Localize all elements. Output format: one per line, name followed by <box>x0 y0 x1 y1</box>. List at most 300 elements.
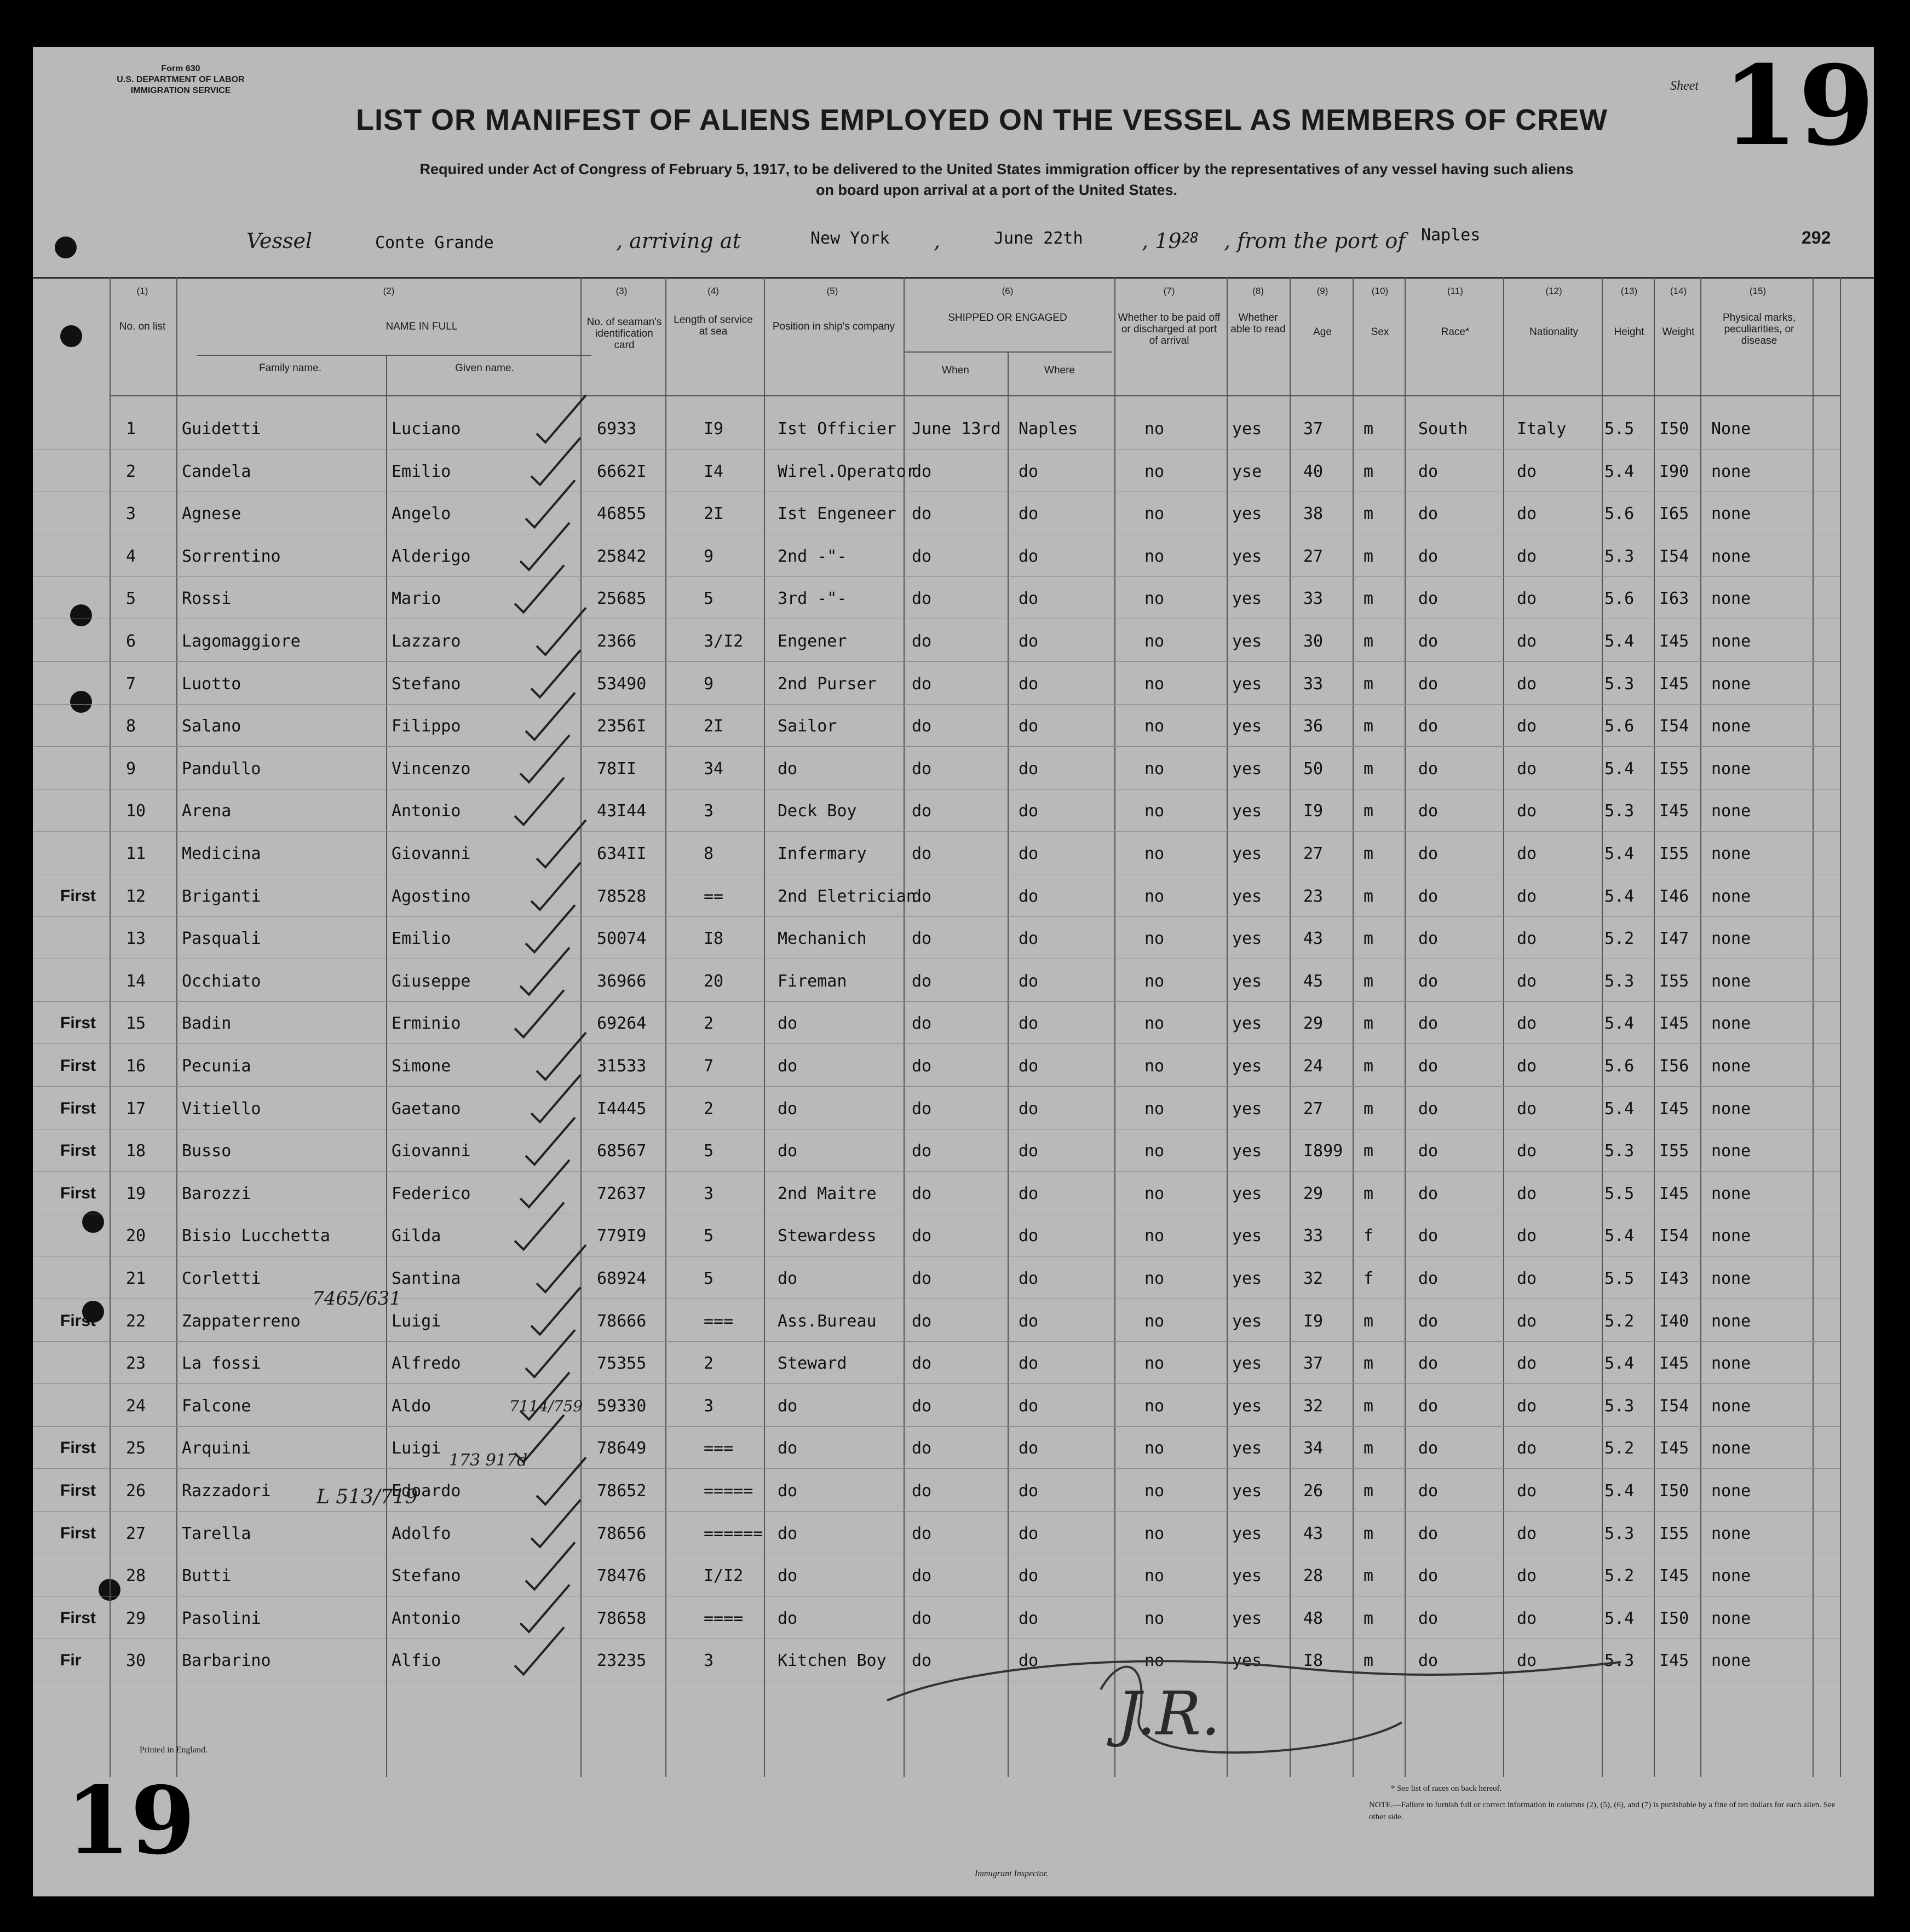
crew-no-cell: 25 <box>126 1439 146 1458</box>
crew-nationality-cell: do <box>1517 632 1537 651</box>
crew-where-cell: do <box>1019 462 1039 481</box>
colnum-8: (8) <box>1252 286 1264 296</box>
crew-marks-cell: none <box>1711 504 1751 524</box>
crew-position-cell: Stewardess <box>778 1226 877 1246</box>
crew-no-cell: 9 <box>126 759 136 778</box>
check-mark <box>531 1500 580 1547</box>
crew-sex-cell: m <box>1364 1057 1374 1076</box>
crew-service-cell: 3 <box>704 801 714 821</box>
crew-age-cell: 27 <box>1303 546 1324 566</box>
crew-given-cell: Federico <box>392 1184 471 1203</box>
sheet-number: 19 <box>1722 42 1875 170</box>
crew-given-cell: Alfredo <box>392 1354 461 1374</box>
crew-service-cell: 2 <box>704 1099 714 1118</box>
crew-family-cell: Pandullo <box>182 759 261 778</box>
crew-when-cell: do <box>912 1141 932 1161</box>
crew-given-cell: Giuseppe <box>392 971 471 991</box>
crew-weight-cell: I45 <box>1659 1354 1689 1374</box>
crew-position-cell: Mechanich <box>778 929 867 949</box>
crew-position-cell: do <box>778 1396 798 1416</box>
crew-family-cell: Butti <box>182 1566 232 1586</box>
crew-where-cell: do <box>1019 589 1039 609</box>
crew-age-cell: 26 <box>1303 1481 1324 1501</box>
crew-card-cell: 78658 <box>597 1608 647 1628</box>
crew-margin-cell: First <box>60 1608 96 1627</box>
colnum-4: (4) <box>707 286 719 296</box>
crew-height-cell: 5.2 <box>1604 1566 1635 1586</box>
crew-no-cell: 2 <box>126 462 136 481</box>
check-mark <box>531 650 580 697</box>
crew-service-cell: == <box>704 886 724 906</box>
header-height: Height <box>1614 326 1644 338</box>
crew-marks-cell: none <box>1711 1226 1751 1246</box>
crew-where-cell: do <box>1019 1651 1039 1671</box>
crew-paid-cell: no <box>1144 1481 1165 1501</box>
crew-race-cell: do <box>1418 759 1439 778</box>
crew-nationality-cell: do <box>1517 1354 1537 1374</box>
crew-age-cell: 45 <box>1303 971 1324 991</box>
departure-port: Naples <box>1421 226 1481 245</box>
crew-read-cell: yes <box>1232 1014 1262 1034</box>
crew-marks-cell: none <box>1711 1014 1751 1034</box>
crew-no-cell: 23 <box>126 1354 146 1374</box>
crew-read-cell: yes <box>1232 504 1262 524</box>
crew-sex-cell: m <box>1364 971 1374 991</box>
crew-position-cell: Kitchen Boy <box>778 1651 887 1671</box>
crew-weight-cell: I45 <box>1659 674 1689 694</box>
crew-race-cell: do <box>1418 1057 1439 1076</box>
check-mark <box>520 735 569 782</box>
crew-where-cell: do <box>1019 546 1039 566</box>
check-mark <box>537 1033 586 1080</box>
crew-card-cell: 2356I <box>597 717 647 736</box>
colnum-9: (9) <box>1316 286 1328 296</box>
crew-marks-cell: none <box>1711 1566 1751 1586</box>
crew-position-cell: Infermary <box>778 844 867 863</box>
crew-when-cell: do <box>912 844 932 863</box>
crew-no-cell: 26 <box>126 1481 146 1501</box>
annotation-row-25: 173 917d <box>449 1451 528 1470</box>
crew-when-cell: do <box>912 1311 932 1331</box>
crew-margin-cell: First <box>60 1524 96 1542</box>
crew-read-cell: yes <box>1232 632 1262 651</box>
header-physical-marks: Physical marks, peculiarities, or disease <box>1722 312 1796 347</box>
crew-age-cell: 33 <box>1303 589 1324 609</box>
crew-read-cell: yes <box>1232 844 1262 863</box>
crew-no-cell: 30 <box>126 1651 146 1671</box>
check-mark <box>531 438 580 485</box>
crew-sex-cell: m <box>1364 1311 1374 1331</box>
crew-race-cell: do <box>1418 1014 1439 1034</box>
header-age: Age <box>1313 326 1332 338</box>
crew-family-cell: Badin <box>182 1014 232 1034</box>
crew-given-cell: Filippo <box>392 717 461 736</box>
crew-where-cell: do <box>1019 717 1039 736</box>
check-mark <box>515 990 564 1037</box>
crew-paid-cell: no <box>1144 462 1165 481</box>
crew-given-cell: Emilio <box>392 462 451 481</box>
check-mark <box>531 1288 580 1335</box>
crew-margin-cell: First <box>60 1099 96 1117</box>
crew-when-cell: June 13rd <box>912 419 1001 439</box>
header-race: Race* <box>1441 326 1470 338</box>
crew-service-cell: 20 <box>704 971 724 991</box>
crew-weight-cell: I47 <box>1659 929 1689 949</box>
crew-race-cell: do <box>1418 1141 1439 1161</box>
crew-age-cell: 23 <box>1303 886 1324 906</box>
crew-weight-cell: I55 <box>1659 1524 1689 1543</box>
crew-position-cell: Wirel.Operator <box>778 462 916 481</box>
crew-position-cell: Steward <box>778 1354 847 1374</box>
header-shipped-engaged: SHIPPED OR ENGAGED <box>948 312 1067 324</box>
crew-nationality-cell: do <box>1517 929 1537 949</box>
crew-nationality-cell: do <box>1517 504 1537 524</box>
crew-paid-cell: no <box>1144 504 1165 524</box>
crew-sex-cell: m <box>1364 844 1374 863</box>
crew-weight-cell: I46 <box>1659 886 1689 906</box>
crew-sex-cell: m <box>1364 759 1374 778</box>
crew-weight-cell: I55 <box>1659 1141 1689 1161</box>
crew-race-cell: do <box>1418 674 1439 694</box>
check-mark <box>537 1457 586 1504</box>
crew-race-cell: do <box>1418 1481 1439 1501</box>
crew-card-cell: 75355 <box>597 1354 647 1374</box>
colnum-13: (13) <box>1620 286 1638 296</box>
crew-weight-cell: I50 <box>1659 1481 1689 1501</box>
crew-given-cell: Agostino <box>392 886 471 906</box>
arriving-at-label: , arriving at <box>616 229 741 253</box>
crew-read-cell: yes <box>1232 1566 1262 1586</box>
crew-paid-cell: no <box>1144 1099 1165 1118</box>
crew-position-cell: 3rd -"- <box>778 589 847 609</box>
crew-paid-cell: no <box>1144 1141 1165 1161</box>
crew-paid-cell: no <box>1144 1524 1165 1543</box>
crew-family-cell: Occhiato <box>182 971 261 991</box>
crew-service-cell: 3 <box>704 1184 714 1203</box>
crew-position-cell: Ass.Bureau <box>778 1311 877 1331</box>
year-prefix: , 19 <box>1142 229 1182 253</box>
crew-position-cell: Ist Officier <box>778 419 896 439</box>
crew-sex-cell: m <box>1364 929 1374 949</box>
crew-margin-cell: First <box>60 1141 96 1160</box>
crew-marks-cell: none <box>1711 1311 1751 1331</box>
crew-card-cell: 78II <box>597 759 637 778</box>
crew-no-cell: 21 <box>126 1269 146 1288</box>
crew-weight-cell: I45 <box>1659 1566 1689 1586</box>
crew-sex-cell: m <box>1364 1184 1374 1203</box>
crew-margin-cell: First <box>60 1184 96 1202</box>
footer-sheet-number: 19 <box>66 1766 195 1876</box>
crew-when-cell: do <box>912 1566 932 1586</box>
crew-sex-cell: m <box>1364 589 1374 609</box>
crew-when-cell: do <box>912 1269 932 1288</box>
colnum-11: (11) <box>1447 286 1463 296</box>
crew-family-cell: Razzadori <box>182 1481 271 1501</box>
form-number: Form 630 <box>161 64 200 73</box>
crew-card-cell: 634II <box>597 844 647 863</box>
crew-family-cell: Guidetti <box>182 419 261 439</box>
crew-where-cell: do <box>1019 1608 1039 1628</box>
crew-read-cell: yes <box>1232 1481 1262 1501</box>
crew-margin-cell: First <box>60 1439 96 1457</box>
crew-weight-cell: I45 <box>1659 1184 1689 1203</box>
crew-sex-cell: m <box>1364 1608 1374 1628</box>
crew-height-cell: 5.4 <box>1604 1354 1635 1374</box>
crew-paid-cell: no <box>1144 1269 1165 1288</box>
crew-weight-cell: I55 <box>1659 844 1689 863</box>
crew-sex-cell: m <box>1364 1014 1374 1034</box>
crew-nationality-cell: do <box>1517 1566 1537 1586</box>
crew-service-cell: === <box>704 1311 734 1331</box>
vessel-label: Vessel <box>246 229 313 253</box>
crew-read-cell: yes <box>1232 1141 1262 1161</box>
crew-race-cell: do <box>1418 1226 1439 1246</box>
crew-position-cell: 2nd Maitre <box>778 1184 877 1203</box>
crew-card-cell: 31533 <box>597 1057 647 1076</box>
crew-given-cell: Alfio <box>392 1651 441 1671</box>
crew-age-cell: 34 <box>1303 1439 1324 1458</box>
crew-weight-cell: I54 <box>1659 546 1689 566</box>
crew-race-cell: do <box>1418 717 1439 736</box>
crew-height-cell: 5.4 <box>1604 1014 1635 1034</box>
crew-read-cell: yes <box>1232 1608 1262 1628</box>
crew-no-cell: 29 <box>126 1608 146 1628</box>
crew-family-cell: Medicina <box>182 844 261 863</box>
crew-marks-cell: none <box>1711 674 1751 694</box>
crew-card-cell: 78528 <box>597 886 647 906</box>
crew-read-cell: yes <box>1232 1651 1262 1671</box>
crew-family-cell: Corletti <box>182 1269 261 1288</box>
crew-sex-cell: m <box>1364 1141 1374 1161</box>
crew-given-cell: Alderigo <box>392 546 471 566</box>
crew-position-cell: do <box>778 759 798 778</box>
header-given-name: Given name. <box>455 362 514 374</box>
crew-marks-cell: none <box>1711 1184 1751 1203</box>
races-note: * See list of races on back hereof. <box>1391 1784 1502 1793</box>
crew-sex-cell: m <box>1364 674 1374 694</box>
crew-when-cell: do <box>912 1354 932 1374</box>
crew-card-cell: 779I9 <box>597 1226 647 1246</box>
crew-paid-cell: no <box>1144 886 1165 906</box>
crew-marks-cell: none <box>1711 1269 1751 1288</box>
crew-race-cell: do <box>1418 1311 1439 1331</box>
crew-race-cell: do <box>1418 1396 1439 1416</box>
crew-given-cell: Angelo <box>392 504 451 524</box>
crew-no-cell: 24 <box>126 1396 146 1416</box>
crew-age-cell: 28 <box>1303 1566 1324 1586</box>
crew-height-cell: 5.6 <box>1604 717 1635 736</box>
crew-nationality-cell: do <box>1517 1141 1537 1161</box>
crew-nationality-cell: do <box>1517 1651 1537 1671</box>
crew-nationality-cell: Italy <box>1517 419 1567 439</box>
crew-service-cell: I4 <box>704 462 724 481</box>
check-mark <box>537 820 586 867</box>
header-family-name: Family name. <box>258 362 322 374</box>
crew-nationality-cell: do <box>1517 1524 1537 1543</box>
crew-race-cell: South <box>1418 419 1468 439</box>
crew-paid-cell: no <box>1144 1439 1165 1458</box>
crew-weight-cell: I50 <box>1659 1608 1689 1628</box>
crew-card-cell: 59330 <box>597 1396 647 1416</box>
crew-position-cell: do <box>778 1608 798 1628</box>
crew-marks-cell: none <box>1711 971 1751 991</box>
crew-no-cell: 28 <box>126 1566 146 1586</box>
crew-family-cell: Agnese <box>182 504 241 524</box>
crew-no-cell: 19 <box>126 1184 146 1203</box>
crew-height-cell: 5.3 <box>1604 971 1635 991</box>
crew-marks-cell: none <box>1711 1608 1751 1628</box>
check-mark <box>537 1245 586 1292</box>
crew-sex-cell: m <box>1364 1354 1374 1374</box>
crew-age-cell: 29 <box>1303 1184 1324 1203</box>
crew-service-cell: ==== <box>704 1608 744 1628</box>
check-mark <box>515 565 564 612</box>
crew-when-cell: do <box>912 1396 932 1416</box>
crew-card-cell: 78666 <box>597 1311 647 1331</box>
check-mark <box>520 1160 569 1207</box>
crew-marks-cell: none <box>1711 1439 1751 1458</box>
crew-marks-cell: none <box>1711 886 1751 906</box>
crew-height-cell: 5.5 <box>1604 1184 1635 1203</box>
crew-family-cell: Busso <box>182 1141 232 1161</box>
check-mark <box>526 693 575 740</box>
crew-given-cell: Emilio <box>392 929 451 949</box>
crew-sex-cell: m <box>1364 1439 1374 1458</box>
crew-service-cell: 5 <box>704 1269 714 1288</box>
crew-paid-cell: no <box>1144 1057 1165 1076</box>
crew-height-cell: 5.4 <box>1604 844 1635 863</box>
crew-family-cell: Luotto <box>182 674 241 694</box>
crew-service-cell: 5 <box>704 1141 714 1161</box>
crew-sex-cell: m <box>1364 462 1374 481</box>
crew-family-cell: Lagomaggiore <box>182 632 301 651</box>
crew-no-cell: 6 <box>126 632 136 651</box>
crew-nationality-cell: do <box>1517 1099 1537 1118</box>
crew-read-cell: yes <box>1232 546 1262 566</box>
crew-read-cell: yse <box>1232 462 1262 481</box>
crew-nationality-cell: do <box>1517 1311 1537 1331</box>
crew-height-cell: 5.4 <box>1604 1099 1635 1118</box>
crew-weight-cell: I45 <box>1659 1099 1689 1118</box>
crew-weight-cell: I65 <box>1659 504 1689 524</box>
crew-age-cell: 48 <box>1303 1608 1324 1628</box>
crew-when-cell: do <box>912 1439 932 1458</box>
crew-family-cell: Arquini <box>182 1439 251 1458</box>
crew-sex-cell: m <box>1364 1481 1374 1501</box>
crew-read-cell: yes <box>1232 1099 1262 1118</box>
colnum-7: (7) <box>1163 286 1175 296</box>
crew-where-cell: do <box>1019 886 1039 906</box>
crew-read-cell: yes <box>1232 971 1262 991</box>
crew-margin-cell: First <box>60 1014 96 1033</box>
crew-read-cell: yes <box>1232 1439 1262 1458</box>
crew-family-cell: Barozzi <box>182 1184 251 1203</box>
crew-service-cell: I9 <box>704 419 724 439</box>
crew-height-cell: 5.2 <box>1604 1311 1635 1331</box>
crew-card-cell: 6662I <box>597 462 647 481</box>
crew-height-cell: 5.6 <box>1604 504 1635 524</box>
crew-service-cell: 9 <box>704 674 714 694</box>
check-mark <box>520 523 569 570</box>
year-suffix: 28 <box>1181 230 1199 246</box>
crew-marks-cell: none <box>1711 844 1751 863</box>
crew-paid-cell: no <box>1144 1311 1165 1331</box>
crew-where-cell: do <box>1019 1014 1039 1034</box>
crew-position-cell: 2nd Eletrician <box>778 886 916 906</box>
crew-paid-cell: no <box>1144 759 1165 778</box>
sheet-label: Sheet <box>1670 79 1699 93</box>
crew-given-cell: Aldo <box>392 1396 432 1416</box>
crew-read-cell: yes <box>1232 1057 1262 1076</box>
crew-when-cell: do <box>912 632 932 651</box>
crew-where-cell: do <box>1019 1439 1039 1458</box>
crew-margin-cell: First <box>60 1057 96 1075</box>
header-position: Position in ship's company <box>772 321 895 332</box>
crew-nationality-cell: do <box>1517 1184 1537 1203</box>
crew-nationality-cell: do <box>1517 801 1537 821</box>
crew-position-cell: do <box>778 1566 798 1586</box>
check-mark <box>526 1542 575 1589</box>
crew-position-cell: Fireman <box>778 971 847 991</box>
crew-when-cell: do <box>912 886 932 906</box>
crew-no-cell: 15 <box>126 1014 146 1034</box>
crew-nationality-cell: do <box>1517 1608 1537 1628</box>
crew-weight-cell: I45 <box>1659 1014 1689 1034</box>
crew-when-cell: do <box>912 1014 932 1034</box>
crew-margin-cell: Fir <box>60 1651 82 1670</box>
crew-where-cell: do <box>1019 971 1039 991</box>
crew-paid-cell: no <box>1144 971 1165 991</box>
crew-nationality-cell: do <box>1517 589 1537 609</box>
crew-where-cell: do <box>1019 1057 1039 1076</box>
crew-height-cell: 5.3 <box>1604 1141 1635 1161</box>
annotation-row-22: 7465/631 <box>312 1288 401 1310</box>
crew-height-cell: 5.5 <box>1604 419 1635 439</box>
crew-no-cell: 3 <box>126 504 136 524</box>
crew-race-cell: do <box>1418 929 1439 949</box>
annotation-row-26: L 513/719 <box>317 1486 418 1508</box>
crew-position-cell: Ist Engeneer <box>778 504 896 524</box>
crew-family-cell: Bisio Lucchetta <box>182 1226 330 1246</box>
crew-nationality-cell: do <box>1517 971 1537 991</box>
crew-when-cell: do <box>912 674 932 694</box>
crew-card-cell: 69264 <box>597 1014 647 1034</box>
crew-read-cell: yes <box>1232 1269 1262 1288</box>
crew-no-cell: 5 <box>126 589 136 609</box>
check-mark <box>515 777 564 824</box>
crew-given-cell: Santina <box>392 1269 461 1288</box>
crew-sex-cell: m <box>1364 504 1374 524</box>
crew-service-cell: I8 <box>704 929 724 949</box>
manifest-sheet <box>33 42 1875 1896</box>
comma-1: , <box>934 229 941 253</box>
crew-sex-cell: m <box>1364 1396 1374 1416</box>
crew-age-cell: 43 <box>1303 929 1324 949</box>
crew-where-cell: do <box>1019 674 1039 694</box>
crew-card-cell: 78649 <box>597 1439 647 1458</box>
crew-nationality-cell: do <box>1517 1057 1537 1076</box>
header-where: Where <box>1044 365 1075 376</box>
crew-card-cell: 36966 <box>597 971 647 991</box>
crew-service-cell: 3/I2 <box>704 632 744 651</box>
crew-marks-cell: none <box>1711 632 1751 651</box>
header-paid-off: Whether to be paid off or discharged at port of arrival <box>1118 312 1221 347</box>
crew-family-cell: Candela <box>182 462 251 481</box>
header-name-in-full: NAME IN FULL <box>386 321 458 332</box>
crew-no-cell: 17 <box>126 1099 146 1118</box>
crew-card-cell: 53490 <box>597 674 647 694</box>
crew-height-cell: 5.4 <box>1604 1226 1635 1246</box>
